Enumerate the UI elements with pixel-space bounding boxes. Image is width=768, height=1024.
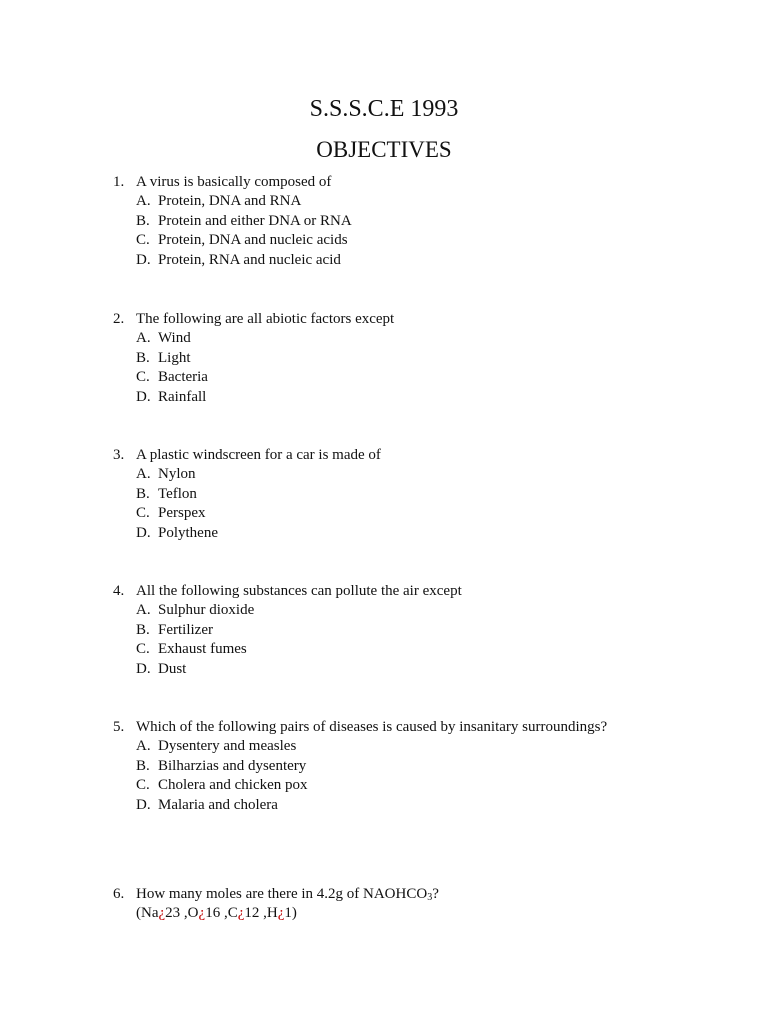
question-6	[113, 885, 713, 924]
option-letter: A.	[136, 738, 151, 755]
question-mark: ?	[432, 886, 439, 902]
option-letter: D.	[136, 388, 151, 405]
question-number: 3.	[113, 447, 125, 463]
garbled-equals-mark: ¿	[277, 905, 285, 922]
option-text: Bilharzias and dysentery	[158, 757, 307, 774]
option-b	[136, 485, 713, 504]
question-number: 1.	[113, 174, 125, 190]
element-h: H	[266, 905, 278, 922]
open-paren: (	[136, 905, 141, 922]
option-b	[136, 212, 713, 231]
question-text: A virus is basically composed of	[136, 174, 332, 190]
option-text: Fertilizer	[158, 621, 213, 638]
option-text: Protein and either DNA or RNA	[158, 212, 352, 229]
question-number: 4.	[113, 583, 125, 599]
option-b	[136, 757, 713, 776]
mass-na: 23 ,	[165, 905, 188, 922]
option-text: Protein, DNA and nucleic acids	[158, 232, 348, 249]
option-letter: C.	[136, 232, 150, 249]
option-c	[136, 640, 713, 659]
option-letter: A.	[136, 466, 151, 483]
option-text: Protein, DNA and RNA	[158, 193, 302, 210]
option-text: Dust	[158, 660, 187, 677]
option-list	[113, 601, 713, 679]
exam-title: S.S.S.C.E 1993	[309, 96, 459, 122]
garbled-equals-mark: ¿	[158, 905, 166, 922]
question-2	[113, 310, 713, 407]
section-title: OBJECTIVES	[316, 137, 452, 162]
option-list	[113, 737, 713, 815]
element-c: C	[227, 905, 238, 922]
element-o: O	[187, 905, 199, 922]
question-text-main: How many moles are there in 4.2g of NAOHCO	[136, 886, 428, 902]
subscript-three: 3	[427, 892, 433, 903]
option-text: Cholera and chicken pox	[158, 777, 308, 794]
option-letter: B.	[136, 757, 150, 774]
option-letter: C.	[136, 777, 150, 794]
option-a	[136, 737, 713, 756]
question-4	[113, 582, 713, 679]
option-d	[136, 524, 713, 543]
question-number: 6.	[113, 886, 125, 902]
element-na: Na	[141, 905, 159, 922]
option-letter: D.	[136, 796, 151, 813]
mass-h: 1)	[284, 905, 297, 922]
option-text: Teflon	[158, 485, 197, 502]
question-number: 5.	[113, 719, 125, 735]
option-text: Wind	[158, 330, 191, 347]
question-text	[136, 885, 439, 904]
option-a	[136, 192, 713, 211]
option-letter: D.	[136, 660, 151, 677]
option-list	[113, 192, 713, 270]
question-text: All the following substances can pollute the air except	[136, 583, 462, 599]
option-c	[136, 231, 713, 250]
option-c	[136, 504, 713, 523]
option-letter: A.	[136, 193, 151, 210]
option-text: Protein, RNA and nucleic acid	[158, 251, 341, 268]
option-d	[136, 796, 713, 815]
question-text: Which of the following pairs of diseases is caused by insanitary surroundings?	[136, 719, 608, 735]
garbled-equals-mark: ¿	[237, 905, 245, 922]
option-text: Malaria and cholera	[158, 796, 278, 813]
option-letter: C.	[136, 505, 150, 522]
option-b	[136, 349, 713, 368]
option-text: Perspex	[158, 505, 206, 522]
option-text: Light	[158, 349, 191, 366]
option-text: Bacteria	[158, 369, 208, 386]
option-letter: C.	[136, 641, 150, 658]
option-text: Nylon	[158, 466, 196, 483]
question-number: 2.	[113, 311, 125, 327]
question-3	[113, 446, 713, 543]
option-letter: D.	[136, 251, 151, 268]
garbled-equals-mark: ¿	[198, 905, 206, 922]
option-letter: A.	[136, 602, 151, 619]
atomic-masses-note	[113, 904, 713, 923]
option-text: Sulphur dioxide	[158, 602, 255, 619]
option-a	[136, 465, 713, 484]
option-text: Polythene	[158, 524, 218, 541]
option-c	[136, 368, 713, 387]
mass-c: 12 ,	[244, 905, 267, 922]
option-list	[113, 465, 713, 543]
option-c	[136, 776, 713, 795]
option-d	[136, 251, 713, 270]
option-b	[136, 621, 713, 640]
option-text: Dysentery and measles	[158, 738, 297, 755]
option-list	[113, 329, 713, 407]
question-1	[113, 173, 713, 270]
option-letter: B.	[136, 621, 150, 638]
option-letter: D.	[136, 524, 151, 541]
question-text: The following are all abiotic factors except	[136, 311, 395, 327]
option-letter: B.	[136, 485, 150, 502]
option-a	[136, 601, 713, 620]
option-letter: B.	[136, 349, 150, 366]
option-text: Exhaust fumes	[158, 641, 247, 658]
option-d	[136, 660, 713, 679]
option-d	[136, 388, 713, 407]
option-text: Rainfall	[158, 388, 207, 405]
question-5	[113, 718, 713, 815]
option-letter: B.	[136, 212, 150, 229]
option-letter: A.	[136, 330, 151, 347]
option-letter: C.	[136, 369, 150, 386]
mass-o: 16 ,	[205, 905, 228, 922]
option-a	[136, 329, 713, 348]
question-text: A plastic windscreen for a car is made of	[136, 447, 381, 463]
